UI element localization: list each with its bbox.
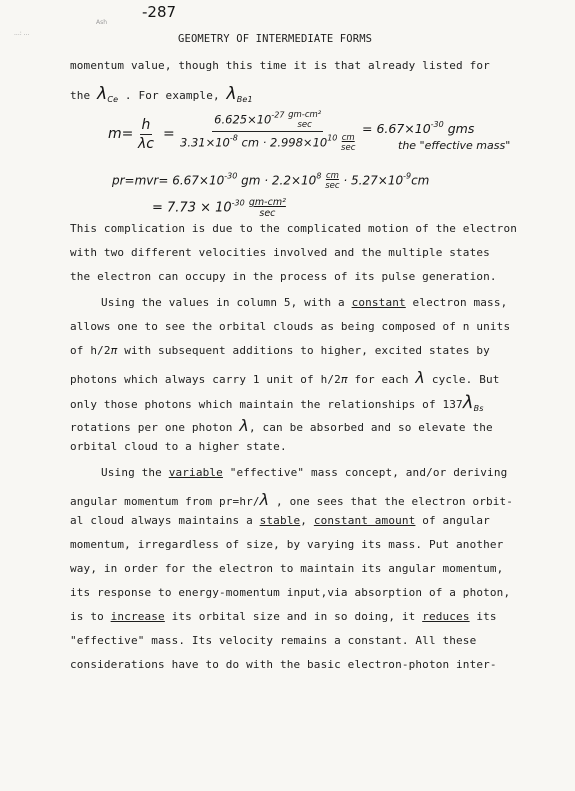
- paragraph-1-line: the electron can occupy in the process of its pulse generation.: [70, 270, 497, 283]
- paragraph-2-line: photons which always carry 1 unit of h/2π for each λ cycle. But: [70, 368, 500, 387]
- paragraph-2-line: allows one to see the orbital clouds as being composed of n units: [70, 320, 511, 333]
- lambda-be-symbol: $\lambda_{Be1}$: [226, 84, 253, 104]
- equation-2: $pr=mvr= 6.67\times 10^{-30}$ gm · $2.2\times 10^8$ cm sec · $5.27\times 10^{-9}cm$: [112, 171, 430, 191]
- paragraph-3-line: "effective" mass. Its velocity remains a constant. All these: [70, 634, 477, 647]
- equation-3: = $7.73 \times 10^{-30}$ gm-cm² sec: [152, 197, 286, 219]
- paragraph-2-line: of h/2π with subsequent additions to higher, excited states by: [70, 344, 490, 357]
- paragraph-3-line: considerations have to do with the basic electron-photon inter-: [70, 658, 497, 671]
- paragraph-2-line: orbital cloud to a higher state.: [70, 440, 287, 453]
- paragraph-2-line: Using the values in column 5, with a constant electron mass,: [101, 296, 508, 309]
- text-line: the $\lambda_{Ce}$ . For example, $\lambda_{Be1}$: [70, 84, 253, 104]
- paragraph-3-line: is to increase its orbital size and in so doing, it reduces its: [70, 610, 497, 623]
- paragraph-3-line: Using the variable "effective" mass concept, and/or deriving: [101, 466, 508, 479]
- paragraph-3-line: its response to energy-momentum input,via absorption of a photon,: [70, 586, 511, 599]
- paragraph-2-line: only those photons which maintain the relationships of $137\lambda_{Bs}$: [70, 392, 484, 413]
- document-page: -287 Ash ...: ... GEOMETRY OF INTERMEDIATE FORMS momentum value, though this time it is that already listed for the $\lambda_{Ce}$ . For example, $\lambda_{Be1}$ m= $\frac{h}{\lambda c}$ = $6.625\times 10^{-27}$ gm-cm² sec $3.31\times 10^{-8}$ cm · $2.998\times 10^{10}$ cm sec = $6.67\times 10^{-30}$ gms the "effective mass" $pr=mvr= 6.67\times 10^{-30}$ gm · $2.2\times 10^8$ cm sec · $5.27\times 10^{-9}cm$ = $7.73 \times 10^{-30}$ gm-cm² sec This complication is due to the complicated motion of the electron with two different velocities involved and the multiple states the electron can occupy in the process of its pulse generation. Using the values in column 5, with a constant electron mass, allows one to see the orbital clouds as being composed of n units of h/2π with subsequent additions to higher, excited states by photons which always carry 1 unit of h/2π for each λ cycle. But only those photons which maintain the relationships of $137\lambda_{Bs}$ rotations per one photon λ, can be absorbed and so elevate the orbital cloud to a higher state. Using the variable "effective" mass concept, and/or deriving angular momentum from pr=hr/λ , one sees that the electron orbit- al cloud always maintains a stable, constant amount of angular momentum, irregardless of size, by varying its mass. Put another way, in order for the electron to maintain its angular momentum, its response to energy-momentum input,via absorption of a photon, is to increase its orbital size and in so doing, it reduces its "effective" mass. Its velocity remains a constant. All these considerations have to do with the basic electron-photon inter-: [14, 3, 517, 671]
- paragraph-1-line: This complication is due to the complicated motion of the electron: [70, 222, 517, 235]
- paragraph-2-line: rotations per one photon λ, can be absorbed and so elevate the: [70, 416, 493, 435]
- text-line: momentum value, though this time it is that already listed for: [70, 59, 490, 72]
- page-heading: GEOMETRY OF INTERMEDIATE FORMS: [178, 33, 373, 45]
- effective-mass-note: the "effective mass": [398, 139, 511, 152]
- paragraph-3-line: al cloud always maintains a stable, constant amount of angular: [70, 514, 490, 527]
- paragraph-1-line: with two different velocities involved and the multiple states: [70, 246, 490, 259]
- equation-1-h-over-lambda: $\frac{h}{\lambda c}$: [138, 117, 154, 152]
- paragraph-3-line: angular momentum from pr=hr/λ , one sees that the electron orbit-: [70, 490, 514, 509]
- margin-scribble: ...: ...: [14, 30, 30, 37]
- equation-1-result: = $6.67\times 10^{-30}$ gms: [362, 120, 475, 136]
- equation-1-main-fraction: $6.625\times 10^{-27}$ gm-cm² sec $3.31\times 10^{-8}$ cm · $2.998\times 10^{10}$ cm sec: [180, 110, 356, 153]
- page-number: -287: [142, 3, 177, 21]
- margin-scribble: Ash: [96, 19, 108, 26]
- equation-1-lhs: m=: [108, 126, 134, 142]
- paragraph-3-line: momentum, irregardless of size, by varying its mass. Put another: [70, 538, 504, 551]
- paragraph-3-line: way, in order for the electron to maintain its angular momentum,: [70, 562, 504, 575]
- lambda-ce-symbol: $\lambda_{Ce}$: [97, 84, 119, 104]
